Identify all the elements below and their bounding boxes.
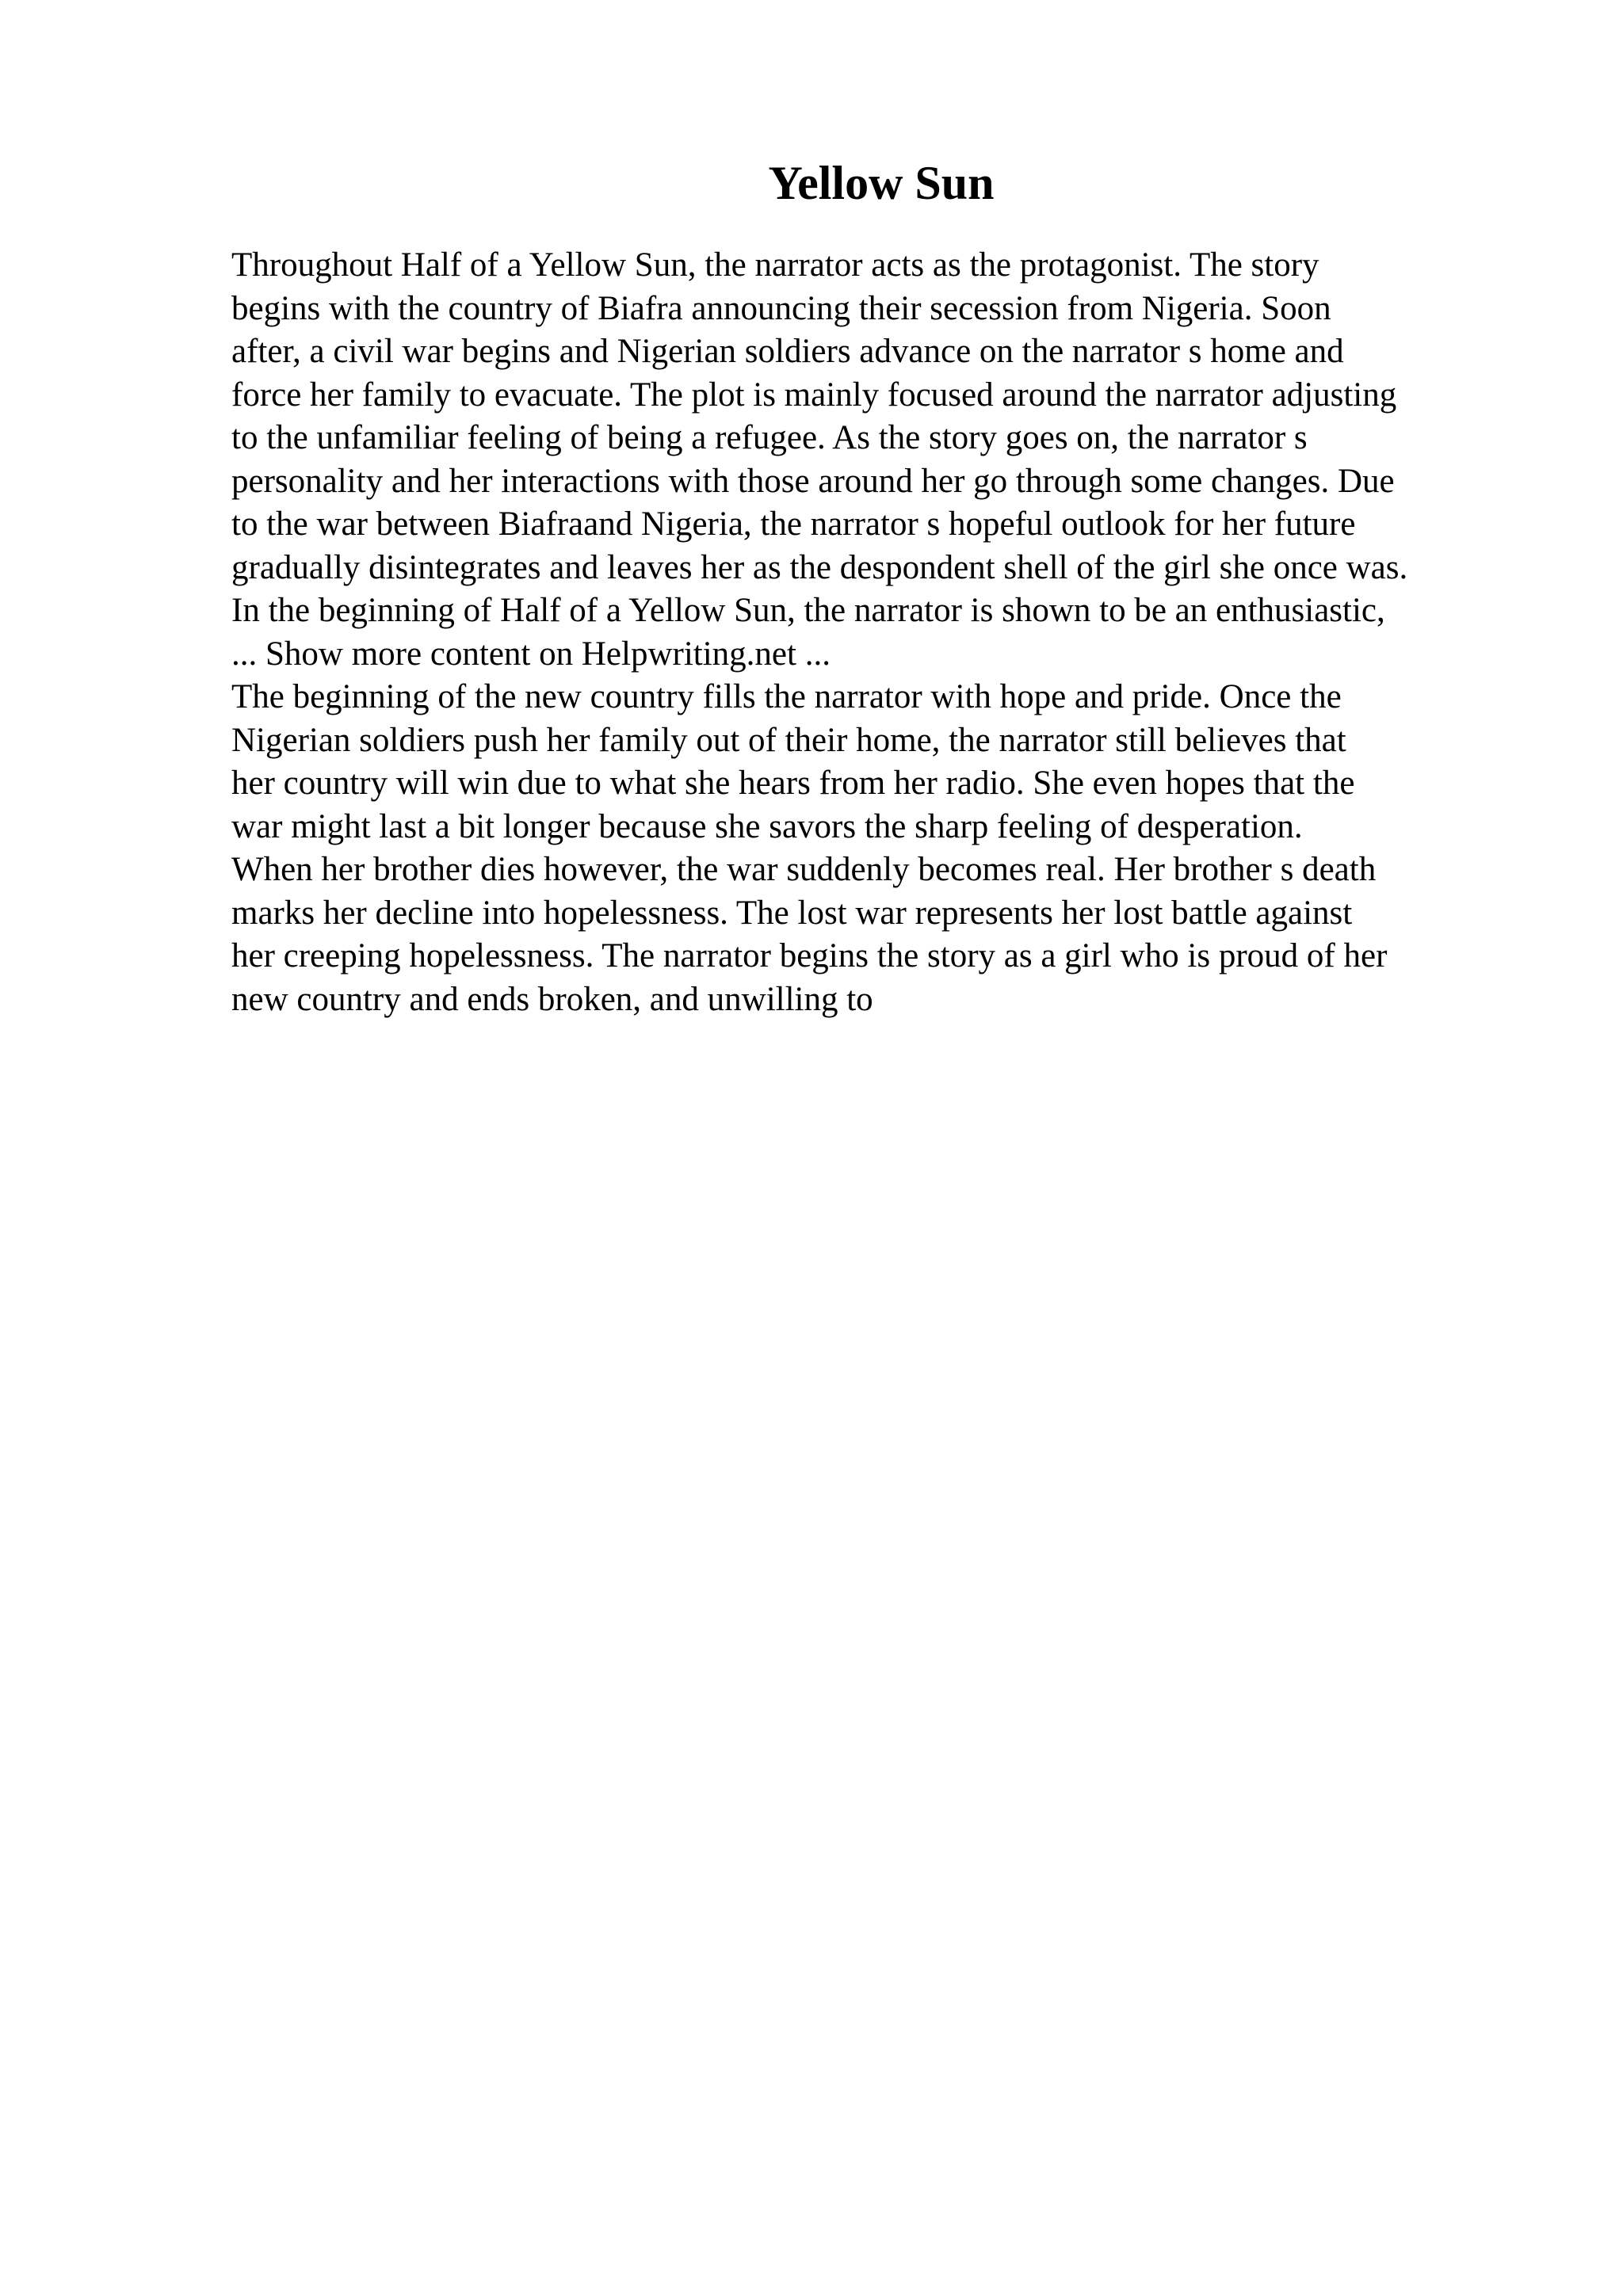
text-line: her country will win due to what she hears from her radio. She even hopes that the	[231, 765, 1355, 802]
body-text	[231, 244, 1579, 1021]
text-line: after, a civil war begins and Nigerian soldiers advance on the narrator s home and	[231, 333, 1344, 370]
page-title: Yellow Sun	[768, 157, 995, 209]
text-line: to the unfamiliar feeling of being a refugee. As the story goes on, the narrator s	[231, 419, 1308, 456]
text-line: to the war between Biafraand Nigeria, the narrator s hopeful outlook for her future	[231, 505, 1356, 543]
text-line: In the beginning of Half of a Yellow Sun, the narrator is shown to be an enthusiastic,	[231, 592, 1385, 629]
text-line: marks her decline into hopelessness. The lost war represents her lost battle against	[231, 894, 1353, 932]
show-more-link[interactable]: ... Show more content on Helpwriting.net ...	[231, 635, 831, 673]
text-line: When her brother dies however, the war suddenly becomes real. Her brother s death	[231, 851, 1377, 888]
text-line: gradually disintegrates and leaves her as the despondent shell of the girl she once was.	[231, 548, 1408, 586]
text-line: new country and ends broken, and unwilling to	[231, 980, 873, 1018]
text-line: her creeping hopelessness. The narrator begins the story as a girl who is proud of her	[231, 937, 1388, 974]
text-line: personality and her interactions with those around her go through some changes. Due	[231, 462, 1395, 500]
text-line: Throughout Half of a Yellow Sun, the narrator acts as the protagonist. The story	[231, 246, 1319, 284]
text-line: force her family to evacuate. The plot is mainly focused around the narrator adjusting	[231, 376, 1397, 414]
text-line: The beginning of the new country fills the narrator with hope and pride. Once the	[231, 678, 1342, 715]
text-line: begins with the country of Biafra announcing their secession from Nigeria. Soon	[231, 289, 1331, 327]
text-line: war might last a bit longer because she savors the sharp feeling of desperation.	[231, 807, 1303, 845]
text-line: Nigerian soldiers push her family out of their home, the narrator still believes that	[231, 721, 1346, 759]
